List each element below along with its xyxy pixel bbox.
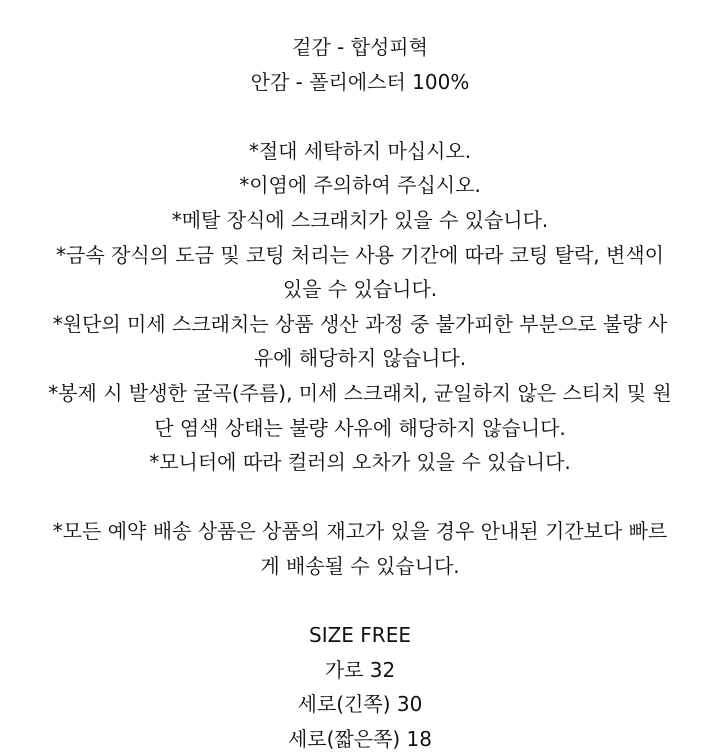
size-height-long: 세로(긴쪽) 30 [297, 692, 423, 717]
care-note-line: *절대 세탁하지 마십시오. [248, 138, 472, 163]
care-note-line: 있을 수 있습니다. [282, 277, 438, 302]
care-note-line: *이염에 주의하여 주십시오. [239, 173, 481, 198]
size-height-short: 세로(짧은쪽) 18 [287, 726, 432, 751]
care-note-line: *모니터에 따라 컬러의 오차가 있을 수 있습니다. [149, 450, 571, 475]
shipping-note-line: *모든 예약 배송 상품은 상품의 재고가 있을 경우 안내된 기간보다 빠르 [52, 519, 668, 544]
spacer [0, 584, 720, 619]
care-note-line: *메탈 장식에 스크래치가 있을 수 있습니다. [171, 207, 549, 232]
size-title: SIZE FREE [309, 623, 411, 648]
lining-material-text: 안감 - 폴리에스터 100% [250, 69, 470, 94]
outer-material-text: 겉감 - 합성피혁 [292, 35, 428, 59]
care-note-line: *금속 장식의 도금 및 코팅 처리는 사용 기간에 따라 코팅 탈락, 변색이 [56, 242, 664, 267]
care-note-line: *원단의 미세 스크래치는 상품 생산 과정 중 불가피한 부분으로 불량 사 [52, 311, 668, 336]
shipping-note-line: 게 배송될 수 있습니다. [260, 553, 460, 578]
spacer [0, 480, 720, 515]
care-note-line: 유에 해당하지 않습니다. [253, 346, 467, 371]
spacer [0, 99, 720, 134]
care-note-line: *봉제 시 발생한 굴곡(주름), 미세 스크래치, 균일하지 않은 스티치 및 원 [48, 380, 672, 405]
care-note-line: 단 염색 상태는 불량 사유에 해당하지 않습니다. [154, 415, 566, 440]
size-width: 가로 32 [324, 657, 396, 682]
